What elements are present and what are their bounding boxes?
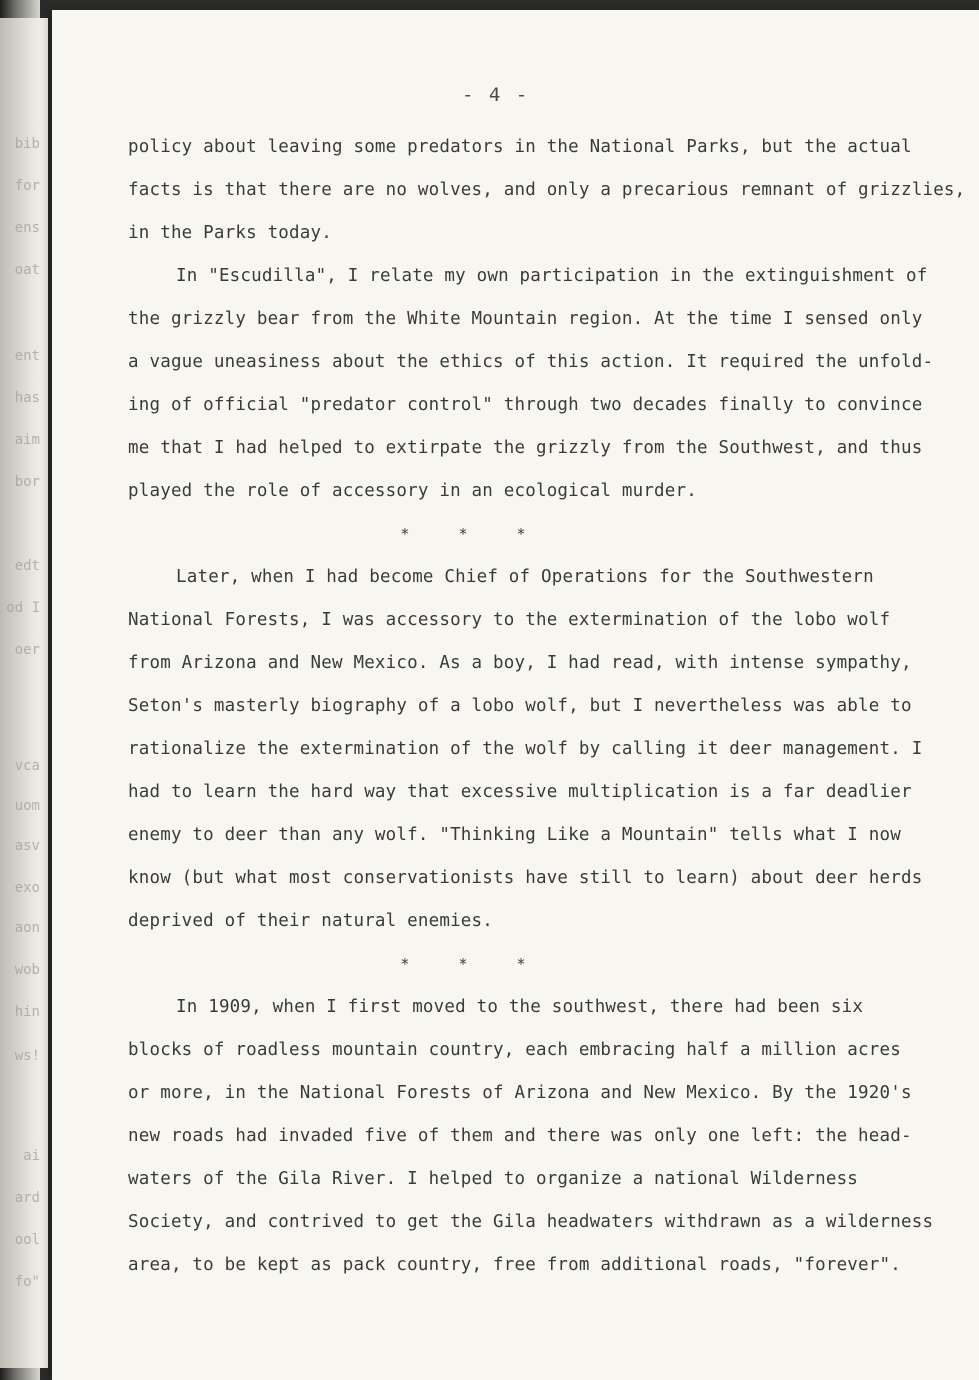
paragraph (128, 255, 948, 513)
text-line: enemy to deer than any wolf. "Thinking Like a Mountain" tells what I now (128, 825, 901, 845)
text-line: me that I had helped to extirpate the grizzly from the Southwest, and thus (128, 438, 923, 458)
adjacent-page-text-fragment: aim (14, 432, 40, 448)
text-line: In 1909, when I first moved to the southwest, there had been six (176, 997, 864, 1017)
section-separator: * * * (400, 525, 546, 543)
text-line: ing of official "predator control" through two decades finally to convince (128, 395, 923, 415)
text-line: rationalize the extermination of the wolf by calling it deer management. I (128, 739, 923, 759)
text-line: facts is that there are no wolves, and only a precarious remnant of grizzlies, (128, 180, 966, 200)
adjacent-page-text-fragment: exo (14, 880, 40, 896)
adjacent-page-text-fragment: ai (23, 1148, 40, 1164)
text-line: area, to be kept as pack country, free from additional roads, "forever". (128, 1255, 901, 1275)
adjacent-page-text-fragment: wob (14, 962, 40, 978)
typewritten-page (52, 10, 979, 1380)
adjacent-page-text-fragment: ws! (14, 1048, 40, 1064)
adjacent-page-edge (0, 18, 48, 1368)
text-line: the grizzly bear from the White Mountain region. At the time I sensed only (128, 309, 923, 329)
text-line: or more, in the National Forests of Arizona and New Mexico. By the 1920's (128, 1083, 912, 1103)
text-line: Society, and contrived to get the Gila headwaters withdrawn as a wilderness (128, 1212, 934, 1232)
text-line: In "Escudilla", I relate my own participation in the extinguishment of (176, 266, 928, 286)
paragraph (128, 126, 966, 255)
adjacent-page-text-fragment: has (14, 390, 40, 406)
text-line: blocks of roadless mountain country, each embracing half a million acres (128, 1040, 901, 1060)
text-line: deprived of their natural enemies. (128, 911, 494, 931)
text-line: a vague uneasiness about the ethics of this action. It required the unfold- (128, 352, 934, 372)
adjacent-page-text-fragment: ool (14, 1232, 40, 1248)
adjacent-page-text-fragment: ent (14, 348, 40, 364)
adjacent-page-text-fragment: hin (14, 1004, 40, 1020)
page-number: - 4 - (462, 84, 530, 106)
adjacent-page-text-fragment: oat (14, 262, 40, 278)
adjacent-page-text-fragment: bor (14, 474, 40, 490)
text-line: in the Parks today. (128, 223, 332, 243)
paragraph (128, 986, 948, 1287)
adjacent-page-text-fragment: fo" (14, 1274, 40, 1290)
page-body (128, 126, 966, 1287)
adjacent-page-text-fragment: oer (14, 642, 40, 658)
text-line: Seton's masterly biography of a lobo wolf, but I nevertheless was able to (128, 696, 912, 716)
text-line: waters of the Gila River. I helped to organize a national Wilderness (128, 1169, 859, 1189)
adjacent-page-text-fragment: edt (14, 558, 40, 574)
text-line: had to learn the hard way that excessive multiplication is a far deadlier (128, 782, 912, 802)
adjacent-page-text-fragment: bib (14, 136, 40, 152)
adjacent-page-text-fragment: uom (14, 798, 40, 814)
adjacent-page-text-fragment: ens (14, 220, 40, 236)
section-separator: * * * (400, 955, 546, 973)
adjacent-page-text-fragment: vca (14, 758, 40, 774)
paragraph (128, 556, 948, 943)
adjacent-page-text-fragment: od I (6, 600, 40, 616)
adjacent-page-text-fragment: ard (14, 1190, 40, 1206)
adjacent-page-text-fragment: asv (14, 838, 40, 854)
text-line: National Forests, I was accessory to the extermination of the lobo wolf (128, 610, 891, 630)
text-line: know (but what most conservationists have still to learn) about deer herds (128, 868, 923, 888)
adjacent-page-text-fragment: for (14, 178, 40, 194)
text-line: Later, when I had become Chief of Operations for the Southwestern (176, 567, 874, 587)
text-line: from Arizona and New Mexico. As a boy, I had read, with intense sympathy, (128, 653, 912, 673)
text-line: played the role of accessory in an ecological murder. (128, 481, 698, 501)
text-line: new roads had invaded five of them and there was only one left: the head- (128, 1126, 912, 1146)
text-line: policy about leaving some predators in the National Parks, but the actual (128, 137, 912, 157)
adjacent-page-text-fragment: aon (14, 920, 40, 936)
